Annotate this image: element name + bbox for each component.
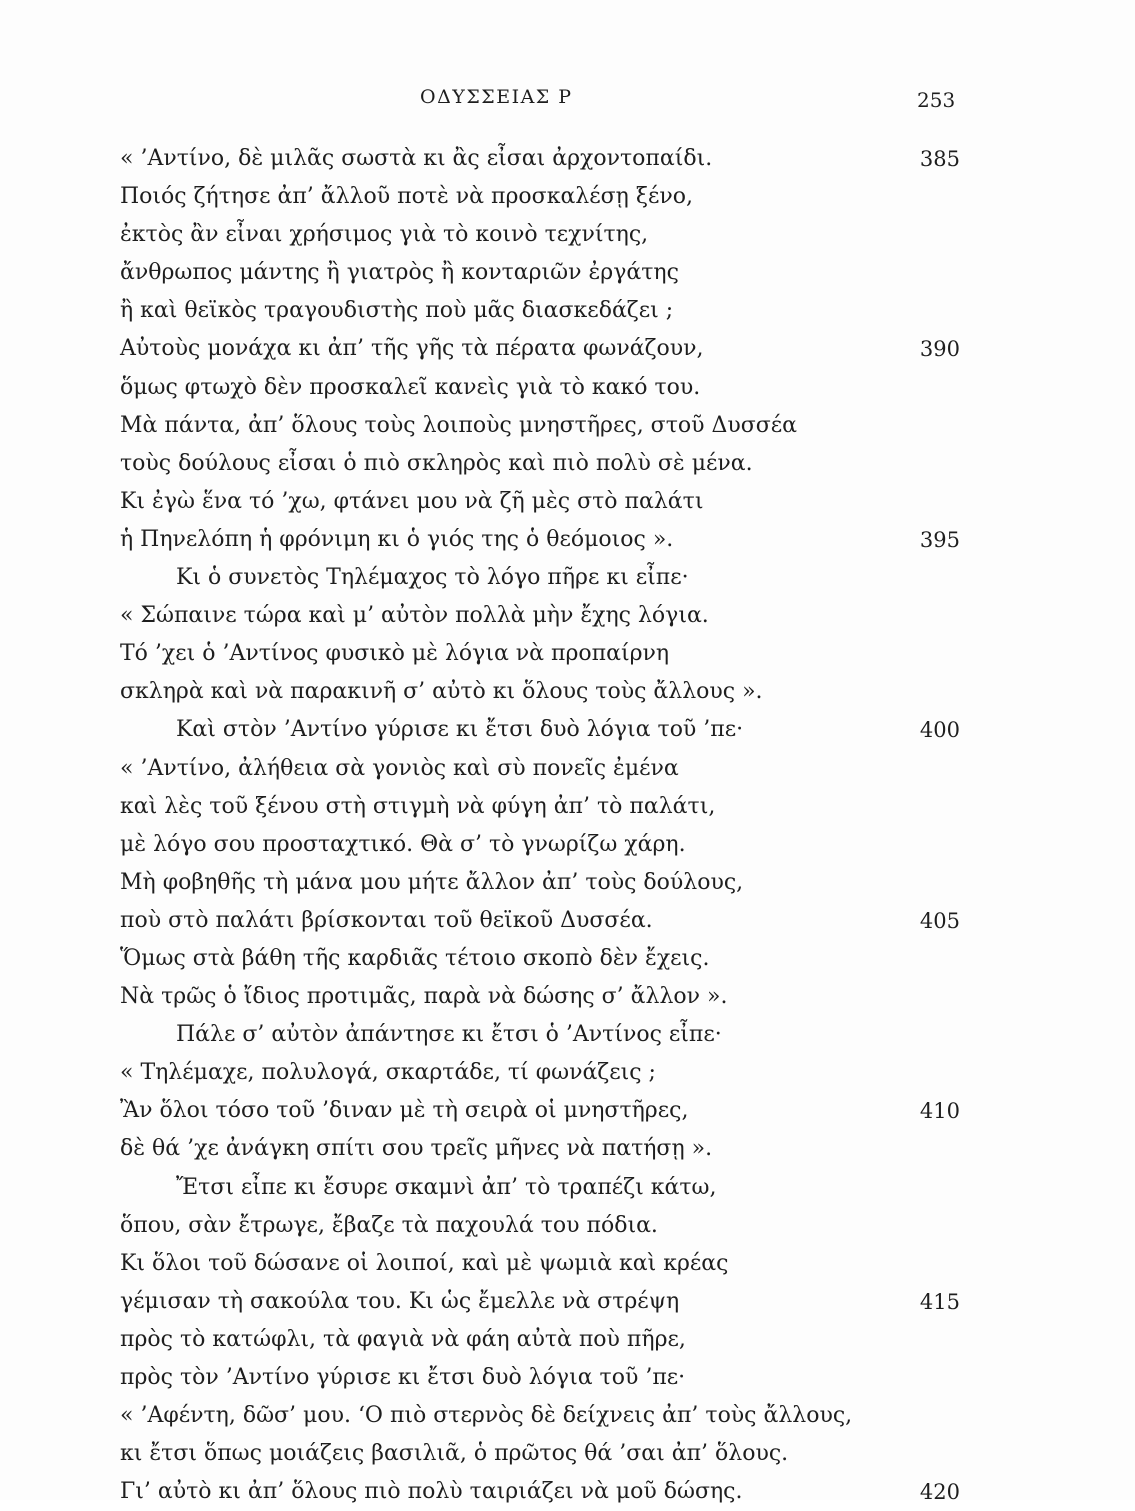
verse-text: Ἂν ὅλοι τόσο τοῦ ’διναν μὲ τὴ σειρὰ οἱ μνηστῆρες, — [120, 1098, 689, 1124]
verse-line — [120, 940, 960, 978]
verse-line — [120, 597, 960, 635]
verse-line — [120, 788, 960, 826]
verse-text: γέμισαν τὴ σακούλα του. Κι ὡς ἔμελλε νὰ στρέψη — [120, 1288, 680, 1314]
verse-text: Καὶ στὸν ’Αντίνο γύρισε κι ἔτσι δυὸ λόγια τοῦ ’πε· — [176, 717, 744, 743]
verse-line — [120, 445, 960, 483]
verse-line — [120, 1283, 960, 1321]
line-number: 400 — [919, 718, 960, 743]
running-title: ΟΔΥΣΣΕΙΑΣ Ρ — [420, 86, 573, 108]
verse-text: ὅμως φτωχὸ δὲν προσκαλεῖ κανεὶς γιὰ τὸ κακό του. — [120, 374, 701, 400]
verse-text: πρὸς τὸ κατώφλι, τὰ φαγιὰ νὰ φάη αὐτὰ ποὺ πῆρε, — [120, 1326, 686, 1352]
verse-text: ἐκτὸς ἂν εἶναι χρήσιμος γιὰ τὸ κοινὸ τεχνίτης, — [120, 222, 649, 248]
verse-text: μὲ λόγο σου προσταχτικό. Θὰ σ’ τὸ γνωρίζω χάρη. — [120, 831, 686, 857]
verse-line — [120, 864, 960, 902]
verse-line — [120, 902, 960, 940]
verse-text: ποὺ στὸ παλάτι βρίσκονται τοῦ θεϊκοῦ Δυσσέα. — [120, 907, 653, 933]
verse-line — [120, 216, 960, 254]
verse-line — [120, 1473, 960, 1511]
verse-line — [120, 1092, 960, 1130]
verse-text: Ποιός ζήτησε ἀπ’ ἄλλοῦ ποτὲ νὰ προσκαλέσῃ ξένο, — [120, 184, 693, 210]
verse-text: Γι’ αὐτὸ κι ἀπ’ ὅλους πιὸ πολὺ ταιριάζει νὰ μοῦ δώσης. — [120, 1479, 743, 1505]
verse-text: « ’Αντίνο, ἀλήθεια σὰ γονιὸς καὶ σὺ πονεῖς ἐμένα — [120, 755, 679, 781]
verse-text: ἄνθρωπος μάντης ἢ γιατρὸς ἢ κονταριῶν ἐργάτης — [120, 260, 679, 286]
verse-text: Κι ὅλοι τοῦ δώσανε οἱ λοιποί, καὶ μὲ ψωμιὰ καὶ κρέας — [120, 1250, 729, 1276]
verse-line — [120, 483, 960, 521]
verse-text: Μὰ πάντα, ἀπ’ ὅλους τοὺς λοιποὺς μνηστῆρες, στοῦ Δυσσέα — [120, 412, 798, 438]
verse-line — [120, 140, 960, 178]
verse-text: « Σώπαινε τώρα καὶ μ’ αὐτὸν πολλὰ μὴν ἔχης λόγια. — [120, 603, 709, 629]
verse-line — [120, 254, 960, 292]
verse-text: σκληρὰ καὶ νὰ παρακινῆ σ’ αὐτὸ κι ὅλους τοὺς ἄλλους ». — [120, 679, 763, 705]
verse-line — [120, 521, 960, 559]
verse-text: Κι ὁ συνετὸς Τηλέμαχος τὸ λόγο πῆρε κι εἶπε· — [176, 565, 689, 591]
verse-text: « ’Αντίνο, δὲ μιλᾶς σωστὰ κι ἂς εἶσαι ἀρχοντοπαίδι. — [120, 146, 713, 171]
line-number: 405 — [919, 908, 960, 933]
verse-line — [120, 292, 960, 330]
verse-line — [120, 1321, 960, 1359]
verse-text: δὲ θά ’χε ἀνάγκη σπίτι σου τρεῖς μῆνες νὰ πατήσῃ ». — [120, 1136, 713, 1162]
verse-text: ἡ Πηνελόπη ἡ φρόνιμη κι ὁ γιός της ὁ θεόμοιος ». — [120, 526, 674, 552]
verse-line — [120, 559, 960, 597]
page-number: 253 — [917, 88, 956, 112]
verse-line — [120, 1016, 960, 1054]
verse-text: « Τηλέμαχε, πολυλογά, σκαρτάδε, τί φωνάζεις ; — [120, 1060, 656, 1086]
verse-line — [120, 711, 960, 749]
verse-text: Τό ’χει ὁ ’Αντίνος φυσικὸ μὲ λόγια νὰ προπαίρνη — [120, 641, 670, 667]
verse-line — [120, 1207, 960, 1245]
verse-line — [120, 1245, 960, 1283]
verse-column — [120, 140, 960, 1511]
line-number: 410 — [919, 1099, 960, 1124]
verse-text: Νὰ τρῶς ὁ ἴδιος προτιμᾶς, παρὰ νὰ δώσης σ’ ἄλλον ». — [120, 984, 728, 1010]
verse-text: Μὴ φοβηθῆς τὴ μάνα μου μήτε ἄλλον ἀπ’ τοὺς δούλους, — [120, 869, 744, 895]
verse-line — [120, 750, 960, 788]
verse-line — [120, 1130, 960, 1168]
verse-line — [120, 635, 960, 673]
verse-line — [120, 673, 960, 711]
verse-line — [120, 330, 960, 368]
verse-text: πρὸς τὸν ’Αντίνο γύρισε κι ἔτσι δυὸ λόγια τοῦ ’πε· — [120, 1365, 686, 1390]
verse-line — [120, 978, 960, 1016]
verse-line — [120, 178, 960, 216]
line-number: 415 — [919, 1289, 960, 1314]
verse-text: Ἔτσι εἶπε κι ἔσυρε σκαμνὶ ἀπ’ τὸ τραπέζι κάτω, — [176, 1174, 717, 1200]
verse-text: Κι ἐγὼ ἕνα τό ’χω, φτάνει μου νὰ ζῆ μὲς στὸ παλάτι — [120, 488, 704, 514]
verse-text: Πάλε σ’ αὐτὸν ἀπάντησε κι ἔτσι ὁ ’Αντίνος εἶπε· — [176, 1022, 722, 1048]
verse-line — [120, 407, 960, 445]
line-number: 395 — [919, 527, 960, 552]
verse-line — [120, 1435, 960, 1473]
verse-line — [120, 1359, 960, 1397]
verse-text: Ὅμως στὰ βάθη τῆς καρδιᾶς τέτοιο σκοπὸ δὲν ἔχεις. — [120, 945, 710, 971]
verse-line — [120, 826, 960, 864]
verse-line — [120, 1054, 960, 1092]
verse-text: Αὐτοὺς μονάχα κι ἀπ’ τῆς γῆς τὰ πέρατα φωνάζουν, — [120, 336, 704, 362]
verse-text: ὅπου, σὰν ἔτρωγε, ἔβαζε τὰ παχουλά του πόδια. — [120, 1212, 658, 1238]
verse-text: ἢ καὶ θεϊκὸς τραγουδιστὴς ποὺ μᾶς διασκεδάζει ; — [120, 298, 674, 324]
line-number: 385 — [919, 147, 960, 171]
line-number: 390 — [919, 337, 960, 362]
verse-line — [120, 1397, 960, 1435]
verse-text: κι ἔτσι ὅπως μοιάζεις βασιλιᾶ, ὁ πρῶτος θά ’σαι ἀπ’ ὅλους. — [120, 1441, 789, 1467]
verse-line — [120, 1169, 960, 1207]
verse-text: « ’Αφέντη, δῶσ’ μου. ‘Ο πιὸ στερνὸς δὲ δείχνεις ἀπ’ τοὺς ἄλλους, — [120, 1403, 853, 1429]
verse-text: τοὺς δούλους εἶσαι ὁ πιὸ σκληρὸς καὶ πιὸ πολὺ σὲ μένα. — [120, 450, 753, 476]
verse-line — [120, 369, 960, 407]
line-number: 420 — [919, 1480, 960, 1505]
verse-text: καὶ λὲς τοῦ ξένου στὴ στιγμὴ νὰ φύγη ἀπ’ τὸ παλάτι, — [120, 793, 716, 819]
